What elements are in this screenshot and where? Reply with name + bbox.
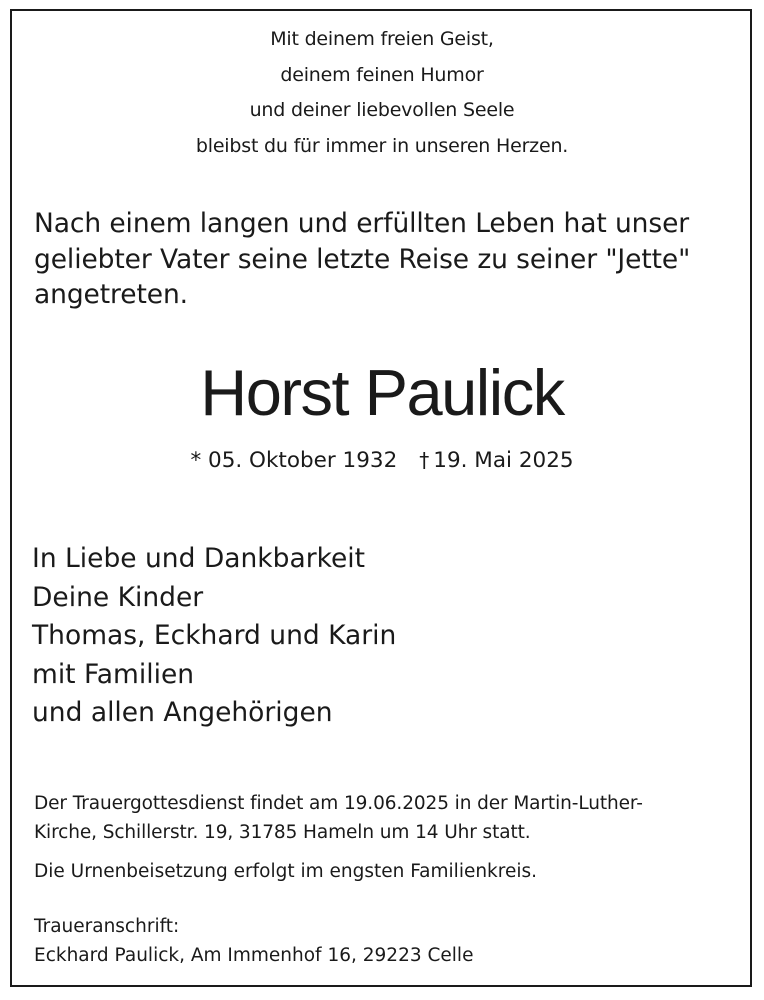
- service-line: Der Trauergottesdienst findet am 19.06.2025 in der Martin-Luther-: [34, 793, 643, 814]
- burial-info: Die Urnenbeisetzung erfolgt im engsten Familienkreis.: [34, 861, 538, 882]
- memorial-poem: [0, 22, 764, 164]
- address-value: Eckhard Paulick, Am Immenhof 16, 29223 Celle: [34, 945, 474, 966]
- service-info: [34, 789, 734, 847]
- service-line: Kirche, Schillerstr. 19, 31785 Hameln um 14 Uhr statt.: [34, 822, 531, 843]
- announcement-line: Nach einem langen und erfüllten Leben hat unser: [34, 208, 690, 239]
- poem-line: und deiner liebevollen Seele: [249, 99, 515, 121]
- announcement-text: [34, 206, 734, 313]
- death-date: 19. Mai 2025: [433, 448, 574, 473]
- mourners-line: mit Familien: [32, 658, 195, 690]
- poem-line: bleibst du für immer in unseren Herzen.: [195, 134, 569, 157]
- birth-date: * 05. Oktober 1932: [190, 448, 398, 473]
- mourners-line: In Liebe und Dankbarkeit: [32, 543, 366, 574]
- mourning-address: [34, 912, 734, 970]
- mourners-block: [32, 540, 722, 733]
- poem-line: deinem feinen Humor: [280, 63, 484, 86]
- announcement-line: angetreten.: [34, 279, 188, 310]
- mourners-line: Thomas, Eckhard und Karin: [32, 620, 397, 651]
- cross-icon: †: [419, 448, 430, 472]
- poem-line: Mit deinem freien Geist,: [270, 28, 494, 50]
- mourners-line: und allen Angehörigen: [32, 697, 333, 728]
- mourners-line: Deine Kinder: [32, 581, 204, 613]
- life-dates: [0, 443, 764, 478]
- deceased-name: Horst Paulick: [200, 356, 564, 429]
- announcement-line: geliebter Vater seine letzte Reise zu seiner "Jette": [34, 243, 691, 275]
- address-label: Traueranschrift:: [34, 916, 180, 937]
